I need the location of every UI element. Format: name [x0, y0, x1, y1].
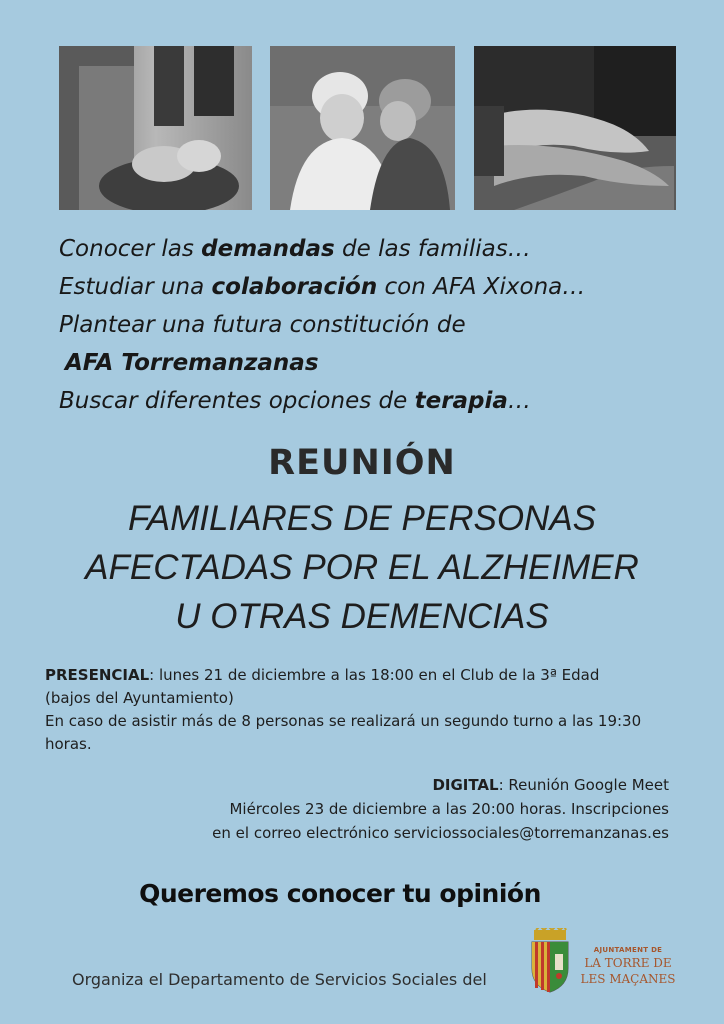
subtitle-line-3: U OTRAS DEMENCIAS: [175, 597, 549, 636]
presencial-label: PRESENCIAL: [45, 666, 150, 684]
digital-label: DIGITAL: [432, 776, 499, 794]
presencial-info: PRESENCIAL: lunes 21 de diciembre a las 18:00 en el Club de la 3ª Edad (bajos del Ayuntamiento) En caso de asistir más de 8 personas se realizará un segundo turno a las 19:30 horas.: [45, 666, 642, 753]
goal-demandas: Conocer las demandas de las familias…: [59, 236, 531, 262]
logo-text: AJUNTAMENT DE LA TORRE DE LES MAÇANES: [580, 946, 676, 986]
organizer-text: Organiza el Departamento de Servicios Sociales del: [72, 970, 487, 989]
subtitle-line-1: FAMILIARES DE PERSONAS: [127, 499, 597, 538]
town-hall-logo: [528, 928, 678, 998]
subtitle-line-2: AFECTADAS POR EL ALZHEIMER: [85, 548, 639, 587]
digital-info: DIGITAL: Reunión Google Meet Miércoles 23 de diciembre a las 20:00 horas. Inscripciones en el correo electrónico serviciossociales@torremanzanas.es: [109, 773, 669, 845]
headline: [0, 440, 724, 641]
goal-afa-torremanzanas: AFA Torremanzanas: [65, 350, 319, 376]
goal-colaboracion: Estudiar una colaboración con AFA Xixona…: [59, 274, 586, 300]
goals-list: [59, 230, 679, 420]
coat-of-arms-icon: [528, 928, 572, 994]
goal-constitucion: Plantear una futura constitución de: [59, 312, 466, 338]
opinion-callout: Queremos conocer tu opinión: [139, 879, 541, 908]
holding-hands-photo: [474, 46, 676, 210]
elderly-women-photo: [270, 46, 455, 210]
hands-conversation-photo: [59, 46, 252, 210]
subtitle: [0, 494, 724, 641]
page-title: REUNIÓN: [268, 443, 456, 483]
goal-terapia: Buscar diferentes opciones de terapia…: [59, 388, 531, 414]
email-line: en el correo electrónico serviciossociales@torremanzanas.es: [212, 824, 669, 842]
